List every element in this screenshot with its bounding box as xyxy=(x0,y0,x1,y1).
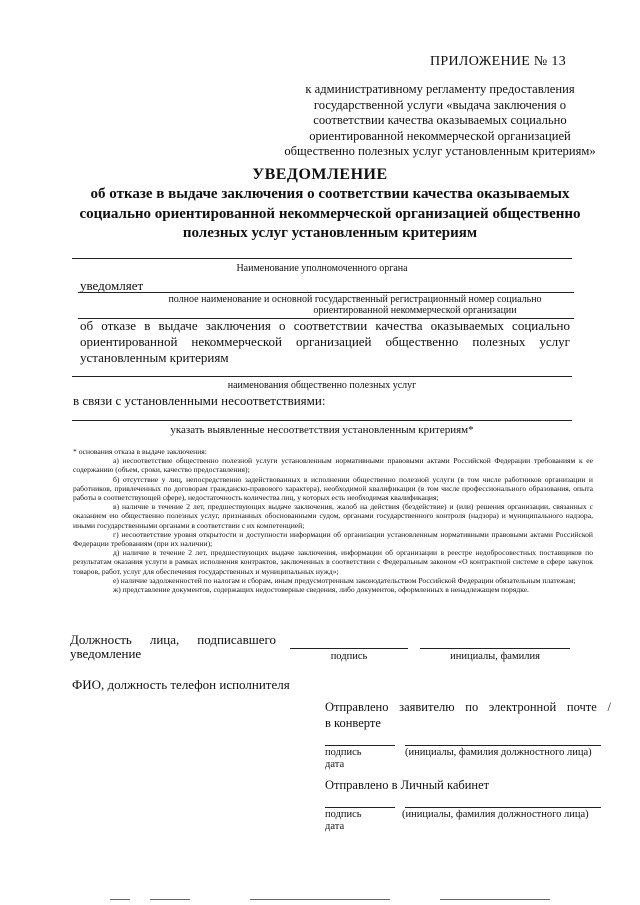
reference-line: к административному регламенту предоставления xyxy=(305,82,575,96)
notifies-label: уведомляет xyxy=(80,278,144,293)
appendix-number: ПРИЛОЖЕНИЕ № 13 xyxy=(430,54,566,69)
services-line xyxy=(72,376,572,377)
footnote-intro: * основания отказа в выдаче заключения: xyxy=(73,447,207,456)
organization-caption-2: ориентированной некоммерческой организации xyxy=(313,305,517,316)
cabinet-date-caption: дата xyxy=(325,821,345,832)
refusal-line: ориентированной некоммерческой организацией общественно полезных услуг xyxy=(80,334,570,349)
reference-line: общественно полезных услуг установленным критериям» xyxy=(284,144,596,158)
footnote-item: б) отсутствие у лиц, непосредственно задействованных в исполнении общественно полезной услуги (в том числе работников организации и работников, привлеченных по договорам гражданско-правового характера), необходимой квалификации (в том числе профессионального образования, опыта работы в соответствующей сфере), недостаточность количества лиц, у которых есть необходимая квалификация; xyxy=(73,474,593,503)
footnote-item: ж) представление документов, содержащих недостоверные сведения, либо документов, оформленных в ненадлежащем порядке. xyxy=(113,585,529,595)
reference-line: государственной услуги «выдача заключения о xyxy=(313,97,567,112)
scan-mark xyxy=(150,899,190,900)
initials-caption: инициалы, фамилия xyxy=(450,651,540,662)
signature-caption: подпись xyxy=(330,651,368,662)
email-official-line xyxy=(405,745,601,746)
subtitle-line: полезных услуг установленным критериям xyxy=(182,225,478,241)
organization-line xyxy=(78,292,574,293)
email-signature-line xyxy=(325,745,395,746)
document-subtitle xyxy=(70,185,590,244)
email-sent-label-2: в конверте xyxy=(325,716,381,730)
footnote-block xyxy=(73,447,593,594)
signature-line xyxy=(290,648,408,649)
footnote-item: д) наличие в течение 2 лет, предшествующих выдаче заключения, информации об организации в реестре недобросовестных поставщиков по результатам оказания услуги в рамках исполнения контрактов, заключенных в соответствии с Федеральным законом «О контрактной системе в сфере закупок товаров, работ, услуг для обеспечения государственных и муниципальных нужд»; xyxy=(73,548,593,576)
refusal-line: об отказе в выдаче заключения о соответствии качества оказываемых социально xyxy=(80,318,570,333)
initials-line xyxy=(420,648,570,649)
authority-caption: Наименование уполномоченного органа xyxy=(236,263,408,274)
cabinet-official-line xyxy=(405,807,601,808)
discrepancy-caption: указать выявленные несоответствия установленным критериям* xyxy=(170,424,474,436)
position-label: Должность лица, подписавшего xyxy=(70,632,276,647)
email-sent-label: Отправлено заявителю по электронной почте / xyxy=(325,700,611,714)
footnote-item: в) наличие в течение 2 лет, предшествующих выдаче заключения, жалоб на действия (бездействие) и (или) решения организации, связанных с оказанием ею общественно полезных услуг, признанных обоснованными судом, органами государственного контроля (надзора) и муниципального надзора, иными государственными органами в соответствии с их компетенцией; xyxy=(73,502,593,530)
position-label-2: уведомление xyxy=(70,646,142,661)
appendix-reference xyxy=(260,82,620,160)
organization-caption: полное наименование и основной государственный регистрационный номер социально xyxy=(168,294,542,305)
discrepancy-line xyxy=(72,420,572,421)
scan-mark xyxy=(250,899,390,900)
footnote-item: а) несоответствие общественно полезной услуги установленным нормативными правовыми актами Российской Федерации требованиям к ее содержанию (объем, сроки, качество предоставления); xyxy=(73,456,593,475)
discrepancy-label: в связи с установленными несоответствиями: xyxy=(73,393,326,408)
cabinet-sent-label: Отправлено в Личный кабинет xyxy=(325,778,490,792)
scan-mark xyxy=(110,899,130,900)
refusal-line: установленным критериям xyxy=(80,350,229,365)
cabinet-signature-line xyxy=(325,807,395,808)
subtitle-line: об отказе в выдаче заключения о соответствии качества оказываемых xyxy=(90,186,570,202)
footnote-item: е) наличие задолженностей по налогам и сборам, иным предусмотренным законодательством Российской Федерации обязательным платежам; xyxy=(113,575,576,585)
reference-line: ориентированной некоммерческой организацией xyxy=(309,128,571,143)
email-official-caption: (инициалы, фамилия должностного лица) xyxy=(405,747,592,758)
cabinet-official-caption: (инициалы, фамилия должностного лица) xyxy=(402,809,589,820)
authority-line xyxy=(72,258,572,259)
executor-label: ФИО, должность телефон исполнителя xyxy=(72,677,290,692)
footnote-item: г) несоответствие уровня открытости и доступности информации об организации установленным нормативными правовыми актами Российской Федерации требованиям (при их наличии); xyxy=(73,529,593,549)
scan-mark xyxy=(440,899,550,900)
email-signature-caption: подпись xyxy=(325,747,362,758)
reference-line: соответствии качества оказываемых социально xyxy=(313,113,567,127)
cabinet-signature-caption: подпись xyxy=(325,809,362,820)
document-title: УВЕДОМЛЕНИЕ xyxy=(252,166,388,183)
subtitle-line: социально ориентированной некоммерческой организацией общественно xyxy=(79,205,581,222)
email-date-caption: дата xyxy=(325,759,345,770)
services-caption: наименования общественно полезных услуг xyxy=(227,380,417,391)
